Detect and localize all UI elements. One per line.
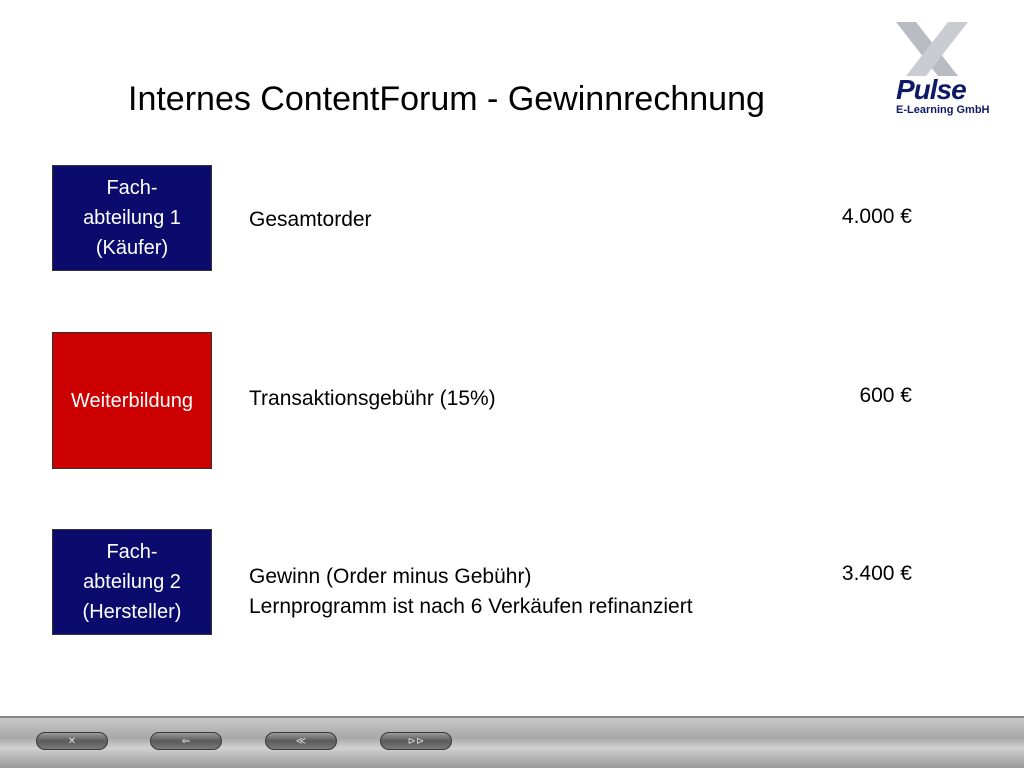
close-button[interactable] — [36, 732, 108, 750]
profit-label: Gewinn (Order minus Gebühr) Lernprogramm ist nach 6 Verkäufen refinanziert — [249, 565, 693, 618]
department-2-box: Fach- abteilung 2 (Hersteller) — [52, 529, 212, 635]
transaction-fee-value: 600 € — [859, 384, 912, 407]
x-logo-icon — [888, 18, 978, 80]
forward-button[interactable] — [380, 732, 452, 750]
pulse-logo — [888, 18, 1006, 118]
rewind-icon: ≪ — [295, 735, 307, 747]
back-arrow-icon: ⇐ — [181, 735, 191, 747]
profit-value: 3.400 € — [841, 562, 912, 585]
weiterbildung-box: Weiterbildung — [52, 332, 212, 469]
department-1-box: Fach- abteilung 1 (Käufer) — [52, 165, 212, 271]
forward-icon: ⊳⊳ — [407, 735, 425, 747]
gesamtorder-value: 4.000 € — [841, 205, 912, 228]
logo-subtitle: E-Learning GmbH — [896, 104, 990, 116]
back-button[interactable] — [150, 732, 222, 750]
rewind-button[interactable] — [265, 732, 337, 750]
gesamtorder-label: Gesamtorder — [249, 208, 372, 231]
logo-wordmark: Pulse — [896, 74, 966, 105]
transaction-fee-label: Transaktionsgebühr (15%) — [249, 387, 496, 410]
close-icon: ✕ — [67, 735, 77, 747]
slide-title: Internes ContentForum - Gewinnrechnung — [128, 80, 765, 118]
navigation-bar — [0, 716, 1024, 768]
